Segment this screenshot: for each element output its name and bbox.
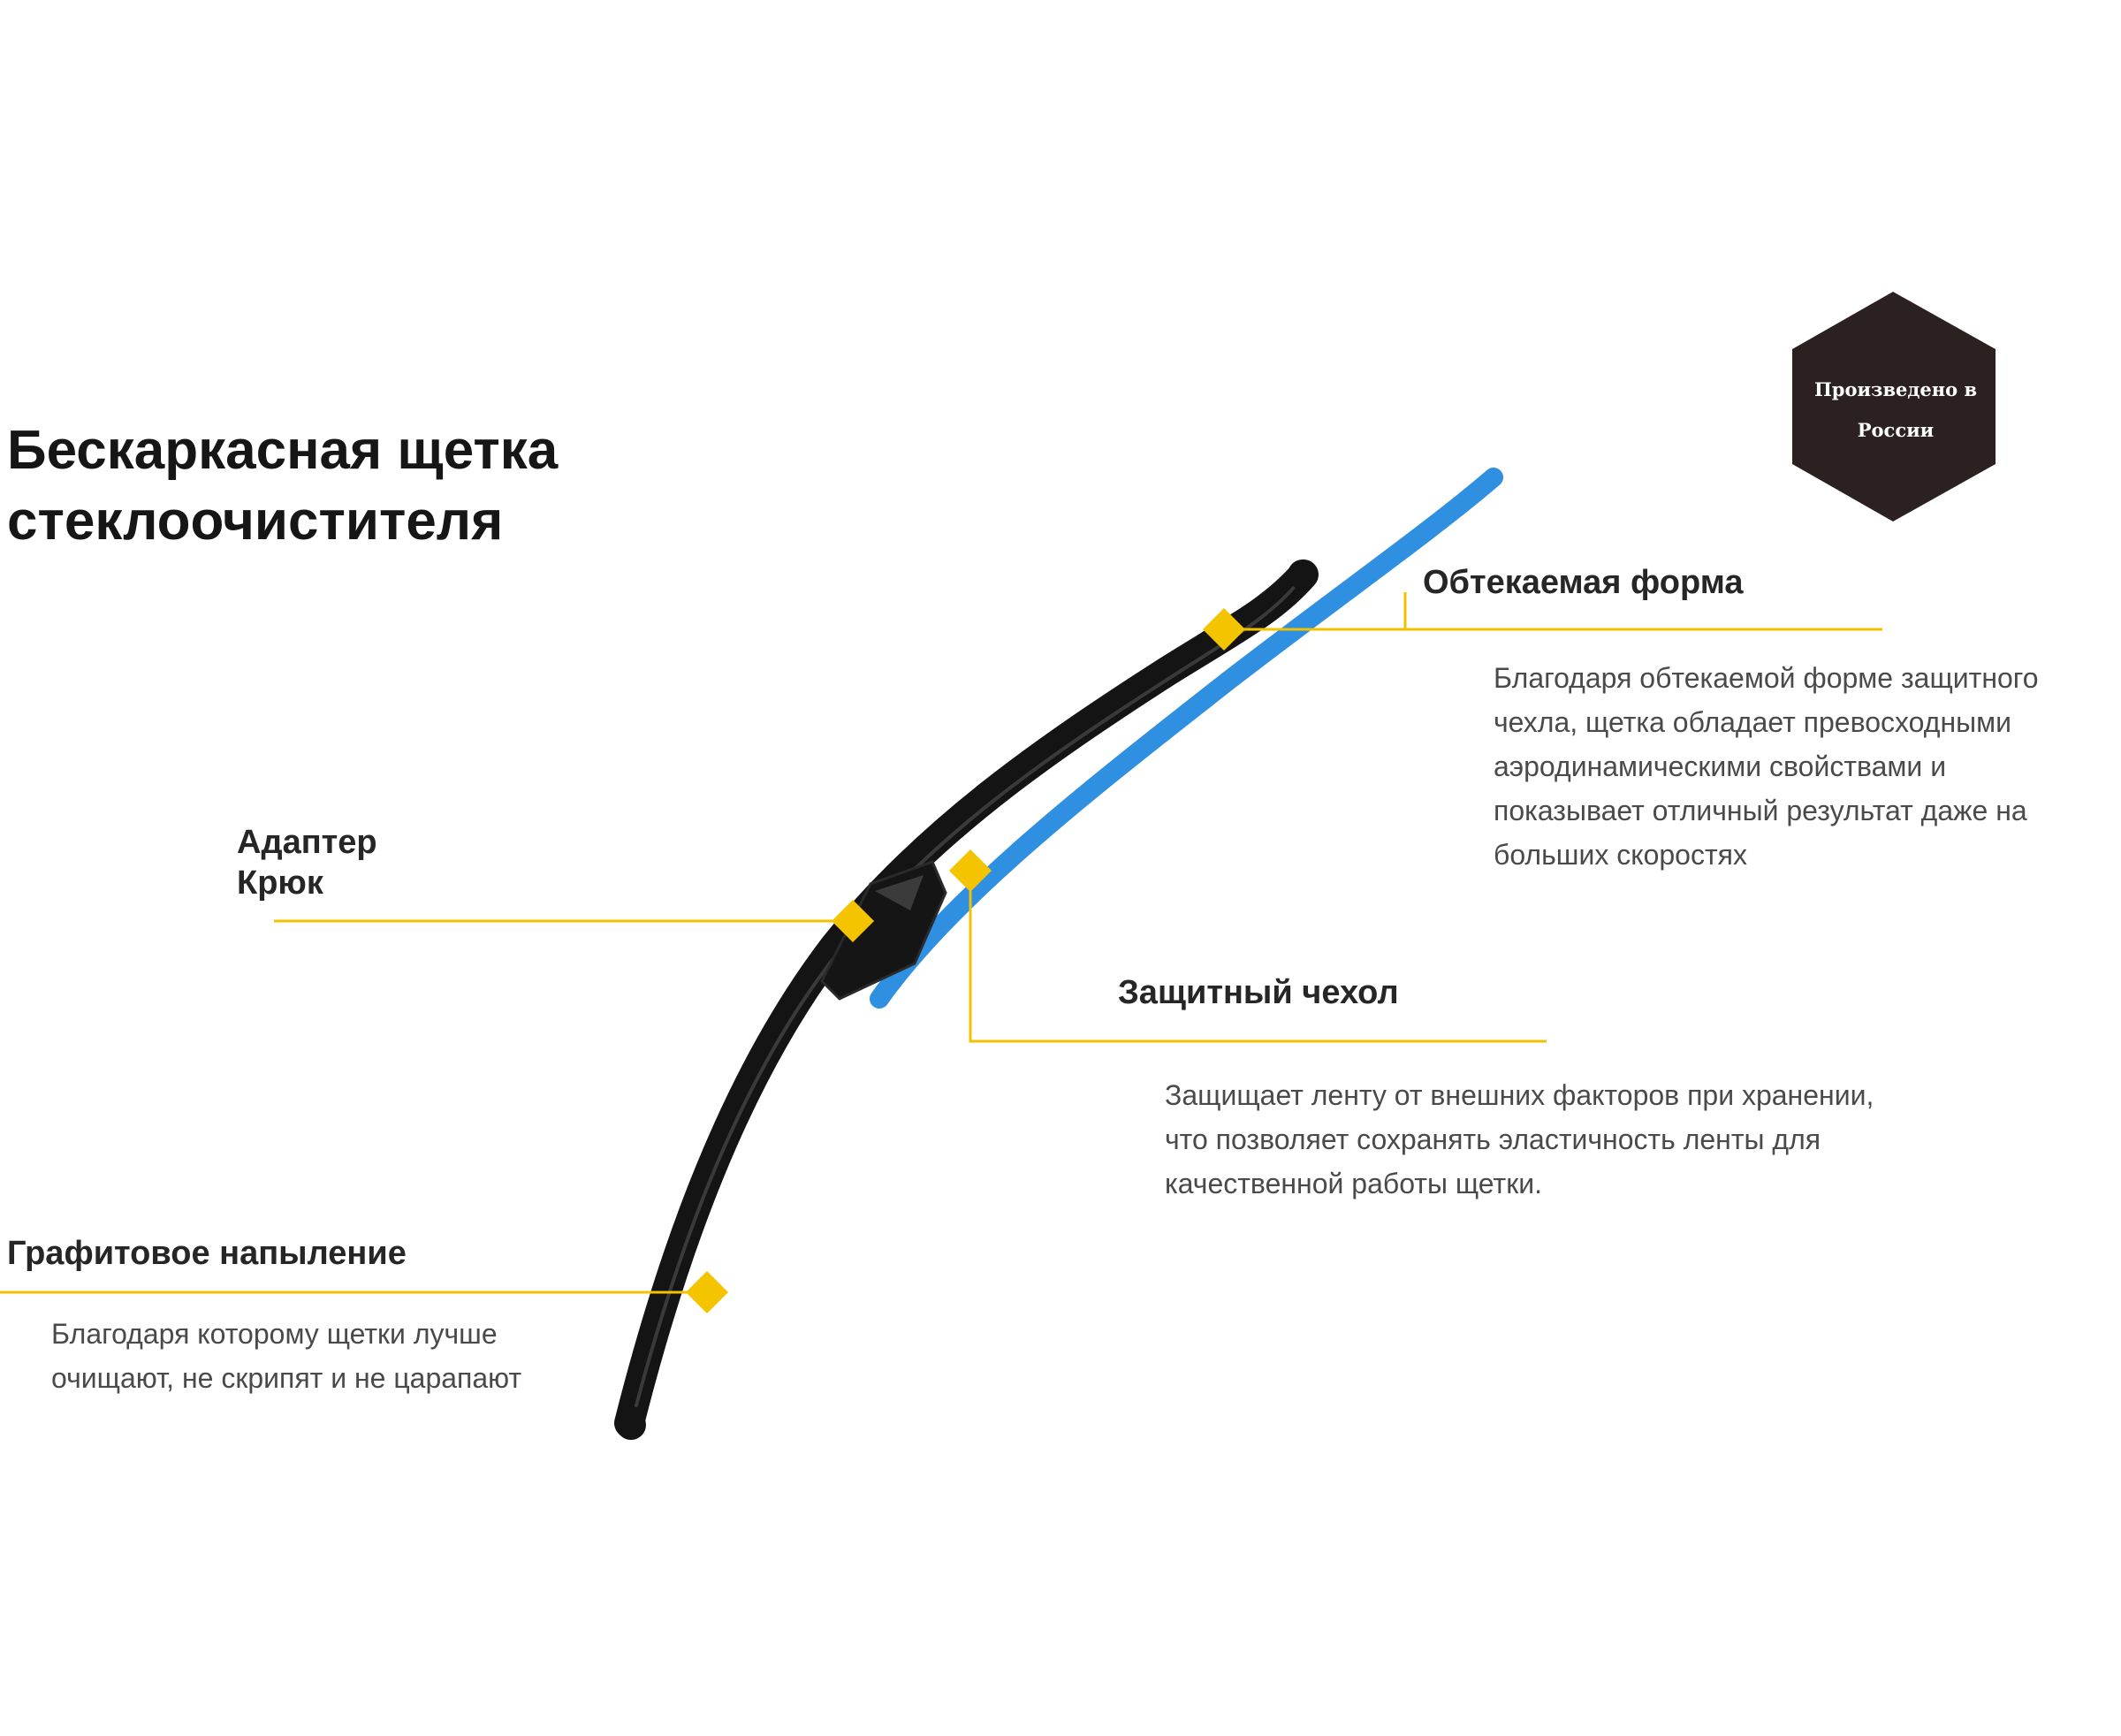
feature-aero-desc-line: Благодаря обтекаемой форме защитного (1494, 662, 2039, 694)
feature-graphite-desc-line: очищают, не скрипят и не царапают (51, 1362, 522, 1394)
feature-adapter-heading (237, 822, 377, 903)
feature-aero-desc-line: больших скоростях (1494, 839, 1747, 871)
feature-graphite-description (51, 1312, 652, 1400)
feature-graphite-heading: Графитовое напыление (7, 1235, 407, 1272)
feature-cover-heading: Защитный чехол (1118, 974, 1399, 1011)
feature-cover-desc-line: Защищает ленту от внешних факторов при хранении, (1165, 1079, 1874, 1111)
badge-line-2: России (1857, 419, 1935, 441)
feature-aero-heading: Обтекаемая форма (1423, 564, 1744, 601)
feature-graphite-desc-line: Благодаря которому щетки лучше (51, 1318, 498, 1350)
made-in-russia-badge (1790, 369, 2002, 451)
feature-cover-description (1165, 1073, 2031, 1206)
feature-markers (686, 608, 1245, 1313)
title-line-1: Бескаркасная щетка (7, 420, 559, 481)
feature-aero-desc-line: показывает отличный результат даже на (1494, 795, 2027, 826)
blade-end-cap-bottom (616, 1410, 646, 1440)
feature-adapter-heading-line-2: Крюк (237, 864, 323, 902)
title-line-2: стеклоочистителя (7, 491, 504, 552)
feature-adapter-heading-line-1: Адаптер (237, 824, 377, 861)
leader-line-cover (970, 871, 1547, 1041)
blade-end-cap-top (1288, 560, 1318, 590)
feature-cover-desc-line: качественной работы щетки. (1165, 1168, 1542, 1199)
page-title (7, 415, 802, 557)
badge-line-1: Произведено в (1813, 378, 1978, 400)
feature-aero-description (1494, 656, 2112, 877)
marker-graphite (686, 1271, 728, 1313)
feature-cover-desc-line: что позволяет сохранять эластичность ленты для (1165, 1123, 1821, 1155)
feature-aero-desc-line: чехла, щетка обладает превосходными (1494, 706, 2011, 738)
feature-aero-desc-line: аэродинамическими свойствами и (1494, 750, 1947, 782)
